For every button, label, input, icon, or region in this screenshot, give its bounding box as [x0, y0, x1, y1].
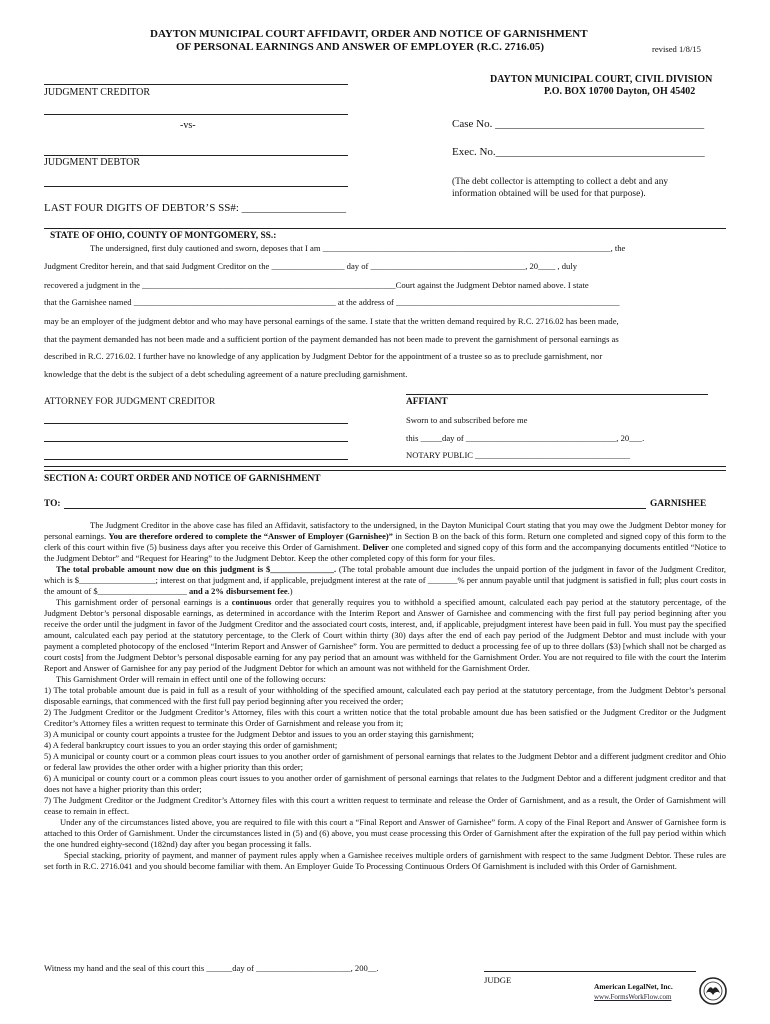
- list-item: 5) A municipal or county court or a common pleas court issues to you another order of garnishment of personal earnings that relates to the Judgment Debtor and a different judgment creditor and Ohio or federal law provides the other order with a higher priority than this order;: [44, 751, 726, 772]
- list-item: 2) The Judgment Creditor or the Judgment Creditor’s Attorney, files with this court a written notice that the total probable amount due has been satisfied or the Judgment Creditor or the Judgment Creditor’s Attorney files a written request to terminate this Order of Garnishment and release you from it;: [44, 707, 726, 728]
- affidavit-line-4: that the Garnishee named _______________________________________________ at the address of ____________________________________________________: [44, 297, 620, 307]
- attorney-signature-line[interactable]: [44, 423, 348, 424]
- affidavit-line-2: Judgment Creditor herein, and that said Judgment Creditor on the _________________ day of ____________________________________, 20____ , duly: [44, 261, 577, 271]
- p1-text-d: Deliver: [362, 542, 389, 552]
- logo-company: American LegalNet, Inc.: [594, 982, 673, 991]
- list-item: 3) A municipal or county court appoints a trustee for the Judgment Debtor and issues to you an order staying this garnishment;: [44, 729, 474, 739]
- section-a-heading: SECTION A: COURT ORDER AND NOTICE OF GARNISHMENT: [44, 474, 321, 484]
- affidavit-line-5: may be an employer of the judgment debtor and who may have personal earnings of the same. I state that the written demand required by R.C. 2716.02 has been made,: [44, 316, 619, 326]
- logo-url: www.FormsWorkFlow.com: [594, 993, 672, 1001]
- ssn-field[interactable]: LAST FOUR DIGITS OF DEBTOR’S SS#: ___________________: [44, 202, 347, 214]
- vs-label: -vs-: [180, 120, 196, 131]
- affidavit-line-8: knowledge that the debt is the subject of a debt scheduling agreement of a nature precluding garnishment.: [44, 369, 408, 379]
- affidavit-line-7: described in R.C. 2716.02. I further have no knowledge of any application by Judgment Debtor for the appointment of a trustee so as to preclude garnishment, nor: [44, 351, 603, 361]
- judgment-debtor-label: JUDGMENT DEBTOR: [44, 157, 141, 168]
- double-divider: [44, 466, 726, 471]
- order-body: [44, 520, 726, 872]
- exec-number-field[interactable]: Exec. No.______________________________________: [452, 146, 705, 158]
- attorney-address-line[interactable]: [44, 441, 348, 442]
- debt-collector-notice-1: (The debt collector is attempting to collect a debt and any: [452, 177, 669, 187]
- p5-text: Under any of the circumstances listed above, you are required to file with this court a “Final Report and Answer of Garnishee” form. A copy of the Final Report and Answer of Garnishee form is attached to this Order of Garnishment. Under the circumstances listed in (5) and (6) above, you must cease processing this Order of Garnishment after the expiration of the full pay period within which the one hundred eighty-second (182nd) day after you began processing it falls.: [44, 817, 726, 849]
- attorney-label: ATTORNEY FOR JUDGMENT CREDITOR: [44, 397, 216, 407]
- affidavit-line-6: that the payment demanded has not been made and a sufficient portion of the payment demanded has not been made to prevent the garnishment of personal earnings as: [44, 334, 619, 344]
- affiant-label: AFFIANT: [406, 397, 448, 407]
- p3-text-b: continuous: [231, 597, 272, 607]
- p6-text: Special stacking, priority of payment, and manner of payment rules apply when a Garnishee receives multiple orders of garnishment with respect to the same Judgment Debtor. These rules are set forth in R.C. 2716.041 and you should become familiar with them. An Employer Guide To Processing Continuous Orders Of Garnishment is included with this Order of Garnishment.: [44, 850, 726, 871]
- p4-text: This Garnishment Order will remain in effect until one of the following occurs:: [56, 674, 326, 684]
- case-number-field[interactable]: Case No. ______________________________________: [452, 118, 705, 130]
- list-item: 1) The total probable amount due is paid in full as a result of your withholding of the specified amount, calculated each pay period at the statutory percentage, from the Judgment Debtor’s personal disposable earnings, that commenced with the first full pay period beginning after you received the order;: [44, 685, 726, 706]
- p2-text-c: and a 2% disbursement fee: [188, 586, 288, 596]
- p2-text-b: (The total probable amount due includes the unpaid portion of the judgment in favor of the Judgment Creditor, which is $__________________; interest on that judgment and, if applicable, prejudgment interest at the rate of _______% per annum payable until that judgment is satisfied in full; plus court costs in the amount of $_____________________: [44, 564, 726, 596]
- judgment-creditor-label: JUDGMENT CREDITOR: [44, 87, 151, 98]
- attorney-phone-line[interactable]: [44, 459, 348, 460]
- state-county-line: STATE OF OHIO, COUNTY OF MONTGOMERY, SS.:: [50, 231, 277, 241]
- to-label: TO:: [44, 499, 61, 509]
- revised-date: revised 1/8/15: [652, 44, 701, 54]
- list-item: 6) A municipal or county court or a common pleas court issues to you another order of garnishment of personal earnings that relates to the Judgment Debtor and a different judgment creditor and that does not have a higher priority than this order;: [44, 773, 726, 794]
- p1-text-e: one completed and signed copy of this form and the accompanying documents entitled “Notice to the Judgment Debtor” and “Request for Hearing” to the Judgment Debtor. Keep the other completed copy of this form for your files.: [44, 542, 726, 563]
- judgment-debtor-field[interactable]: [44, 155, 348, 156]
- judgment-creditor-field[interactable]: [44, 84, 348, 85]
- form-title-line1: DAYTON MUNICIPAL COURT AFFIDAVIT, ORDER AND NOTICE OF GARNISHMENT: [150, 28, 588, 40]
- p3-text-a: This garnishment order of personal earnings is a: [56, 597, 232, 607]
- sworn-date-field[interactable]: this _____day of ___________________________________, 20___.: [406, 433, 645, 443]
- affidavit-line-3: recovered a judgment in the ___________________________________________________________Court against the Judgment Debtor named above. I state: [44, 280, 589, 290]
- list-item: 7) The Judgment Creditor or the Judgment Creditor’s Attorney files with this court a written request to terminate and release the Order of Garnishment, and as a result, the Order of Garnishment will cease to remain in effect.: [44, 795, 726, 816]
- p2-text-d: .): [287, 586, 293, 596]
- affiant-signature-line[interactable]: [406, 394, 708, 395]
- p1-text-c: in Section B on the back of this form. Return one completed and signed copy of this form to the clerk of this court within five (5) business days after you receive this Order of Garnishment.: [44, 531, 726, 552]
- affidavit-line-1: The undersigned, first duly cautioned and sworn, deposes that I am ___________________________________________________________________, the: [90, 243, 626, 253]
- sworn-text: Sworn to and subscribed before me: [406, 415, 528, 425]
- witness-date-field[interactable]: Witness my hand and the seal of this court this ______day of ______________________, 200__.: [44, 963, 379, 973]
- form-title-line2: OF PERSONAL EARNINGS AND ANSWER OF EMPLOYER (R.C. 2716.05): [176, 41, 545, 53]
- eagle-seal-icon: [698, 976, 728, 1006]
- court-name: DAYTON MUNICIPAL COURT, CIVIL DIVISION: [490, 74, 713, 85]
- creditor-address-field[interactable]: [44, 114, 348, 115]
- p1-text-a: The Judgment Creditor in the above case has filed an Affidavit, satisfactory to the undersigned, in the Dayton Municipal Court stating that you may owe the Judgment Debtor money for personal earnings.: [44, 520, 726, 541]
- debt-collector-notice-2: information obtained will be used for that purpose).: [452, 189, 646, 199]
- garnishee-label: GARNISHEE: [650, 499, 707, 509]
- court-address: P.O. BOX 10700 Dayton, OH 45402: [544, 86, 696, 97]
- list-item: 4) A federal bankruptcy court issues to you an order staying this order of garnishment;: [44, 740, 338, 750]
- p3-text-c: order that generally requires you to withhold a specified amount, calculated each pay period at the statutory percentage, of the Judgment Debtor’s personal disposable earnings, as determined in accordance with the Interim Report and Answer of Garnishee and commencing with the first full pay period beginning after you receive the order until the judgment in favor of the Judgment Creditor and the associated court costs, interest, and, if applicable, prejudgment interest have been paid in full. You must pay the specified amount, calculated each pay period at the statutory percentage, to the Clerk of Court within thirty (30) days after the end of each pay period of the Judgment Debtor and must include with your payment a completed photocopy of the enclosed “Interim Report and Answer of Garnishee” form. You are permitted to deduct a processing fee of up to three dollars ($3) [which shall not be charged as court costs] from the Judgment Debtor’s personal disposable earning for any pay period that an amount was withheld for the Garnishment Order. You are not required to file with the court the Interim Report and Answer of Garnishee for any pay period of the Judgment Debtor for which an amount was not withheld for the Garnishment Order.: [44, 597, 727, 673]
- judge-label: JUDGE: [484, 975, 512, 985]
- notary-field[interactable]: NOTARY PUBLIC ____________________________________: [406, 450, 630, 460]
- probable-amount-field[interactable]: The total probable amount now due on this judgment is $_______________.: [56, 564, 337, 574]
- garnishee-name-field[interactable]: [64, 508, 646, 509]
- p1-text-b: You are therefore ordered to complete the “Answer of Employer (Garnishee)”: [108, 531, 393, 541]
- debtor-address-field[interactable]: [44, 186, 348, 187]
- section-divider: [44, 228, 726, 229]
- american-legalnet-logo: [588, 952, 728, 1012]
